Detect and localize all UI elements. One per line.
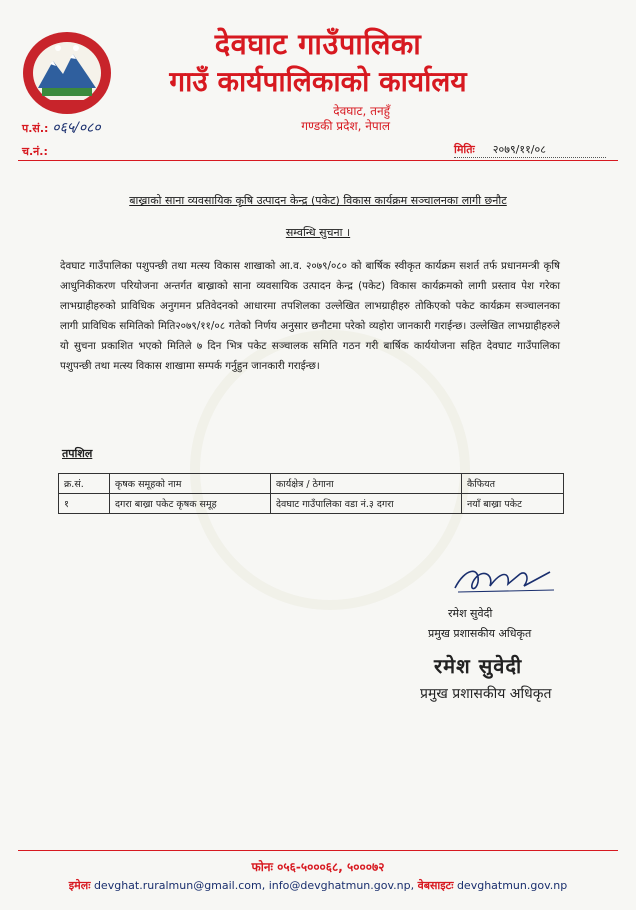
notice-subject: सम्वन्धि सुचना ।	[285, 226, 351, 239]
patra-label: प.सं.:	[22, 122, 49, 135]
footer-contact	[0, 878, 636, 893]
handwritten-signature	[450, 560, 560, 600]
website-link[interactable]: devghatmun.gov.np	[456, 879, 568, 892]
office-subtitle: गाउँ कार्यपालिकाको कार्यालय	[169, 65, 467, 98]
table-header-row	[59, 474, 564, 494]
patra-sankhya	[22, 118, 101, 137]
cell-serial: १	[59, 494, 110, 514]
notice-body: देवघाट गाउँपालिका पशुपन्छी तथा मत्स्य विकास शाखाको आ.व. २०७९/०८० को बार्षिक स्वीकृत कार्यक्रम सशर्त तर्फ प्रधानमन्त्री कृषि आधुनिकीकरण परियोजना अन्तर्गत बाख्राको साना व्यवसायिक उत्पादन केन्द्र (पकेट) विकास कार्यक्रमको लागी प्रस्ताव पेश गरेका लाभग्राहीहरुको प्राविधिक अनुगमन प्रतिवेदनको आधारमा तपशिलका उल्लेखित लाभग्राहीहरु तोकिएको पकेट कार्यक्रम सञ्चालनका लागी प्राविधिक समितिको मिति२०७९/११/०८ गतेको निर्णय अनुसार छनौटमा परेको व्यहोरा जानकारी गराईन्छ। उल्लेखित लाभग्राहीहरुले यो सुचना प्रकाशित भएको मितिले ७ दिन भित्र पकेट सञ्चालक समिति गठन गरी बार्षिक कार्ययोजना सहित देवघाट गाउँपालिका पशुपन्छी तथा मत्स्य विकास शाखामा सम्पर्क गर्नुहुन जानकारी गराईन्छ।	[60, 260, 560, 372]
cell-remarks: नयाँ बाख्रा पकेट	[462, 494, 564, 514]
email-link[interactable]: devghat.ruralmun@gmail.com, info@devghatmun.gov.np,	[93, 879, 415, 892]
website-label: वेबसाइटः	[417, 879, 454, 892]
signatory-name: रमेश सुवेदी	[448, 607, 493, 620]
email-label: इमेलः	[68, 879, 91, 892]
col-group-name: कृषक समूहको नाम	[110, 474, 271, 494]
cell-group-name: दगरा बाख्रा पकेट कृषक समूह	[110, 494, 271, 514]
col-address: कार्यक्षेत्र / ठेगाना	[271, 474, 462, 494]
office-address	[230, 104, 390, 134]
office-name: देवघाट गाउँपालिका	[214, 27, 422, 61]
table-row	[59, 494, 564, 514]
chalani-label: च.नं.:	[22, 145, 48, 158]
date-value: २०७९/११/०८	[492, 143, 546, 156]
address-line-2: गण्डकी प्रदेश, नेपाल	[301, 119, 390, 133]
footer-phone: फोनः ०५६-५०००६८, ५०००७२	[251, 860, 385, 874]
beneficiary-table	[58, 473, 564, 514]
date-label: मितिः	[454, 143, 475, 156]
cell-address: देवघाट गाउँपालिका वडा नं.३ दगरा	[271, 494, 462, 514]
date-field	[454, 142, 606, 158]
footer-divider	[18, 850, 618, 851]
col-remarks: कैफियत	[462, 474, 564, 494]
col-serial: क्र.सं.	[59, 474, 110, 494]
details-heading: तपशिल	[62, 447, 93, 460]
chalani-number	[22, 144, 48, 159]
header-divider	[18, 160, 618, 161]
stamp-title: प्रमुख प्रशासकीय अधिकृत	[420, 686, 552, 702]
notice-title: बाख्राको साना व्यवसायिक कृषि उत्पादन केन्द्र (पकेट) विकास कार्यक्रम सञ्चालनका लागी छनौट	[129, 194, 507, 207]
stamp-name: रमेश सुवेदी	[434, 654, 523, 678]
patra-value: ०६५/०८०	[52, 120, 101, 136]
address-line-1: देवघाट, तनहुँ	[333, 104, 390, 118]
signatory-title: प्रमुख प्रशासकीय अधिकृत	[428, 627, 532, 640]
